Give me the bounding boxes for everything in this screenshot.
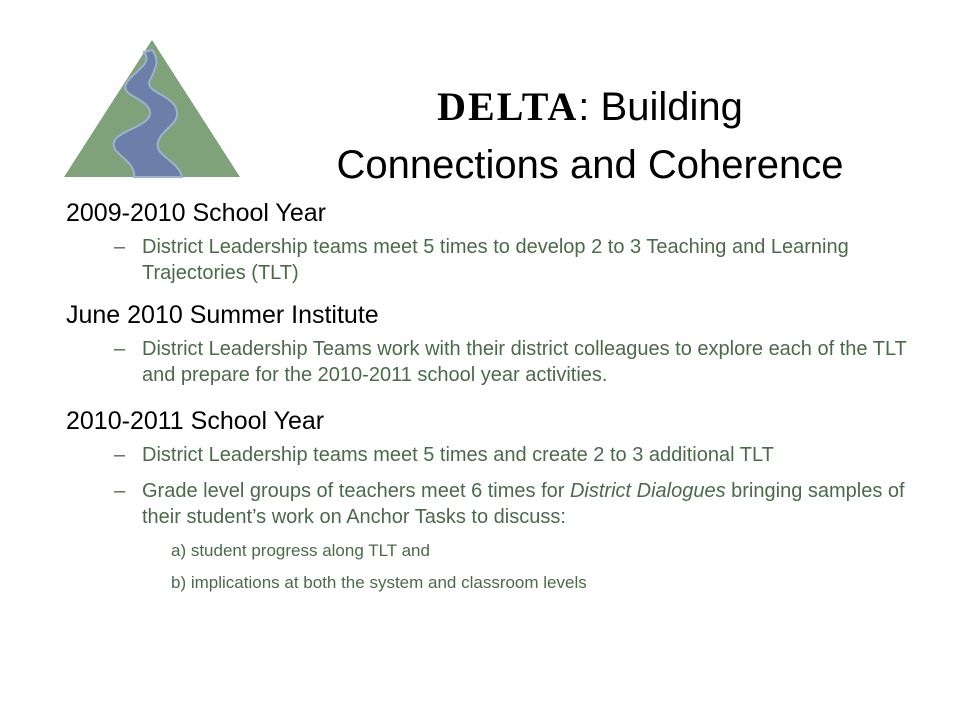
bullet-text: District Leadership teams meet 5 times to develop 2 to 3 Teaching and Learning Trajectories (TLT) bbox=[142, 236, 849, 284]
bullet-text: District Leadership teams meet 5 times and create 2 to 3 additional TLT bbox=[142, 444, 774, 466]
bullet-text-before: Grade level groups of teachers meet 6 times for bbox=[142, 480, 570, 502]
title-line-1 bbox=[240, 78, 940, 136]
bullet-text: District Leadership Teams work with their district colleagues to explore each of the TLT and prepare for the 2010-2011 school year activities. bbox=[142, 338, 907, 386]
bullet-item bbox=[66, 234, 926, 286]
dash-bullet: – bbox=[114, 338, 126, 360]
title-brand: DELTA bbox=[437, 84, 579, 129]
dash-bullet: – bbox=[114, 444, 126, 466]
section-2009-2010 bbox=[66, 196, 926, 286]
slide-content bbox=[66, 196, 926, 594]
dash-bullet: – bbox=[114, 236, 126, 258]
section-heading: June 2010 Summer Institute bbox=[66, 301, 379, 329]
bullet-item bbox=[66, 336, 926, 388]
bullet-text bbox=[142, 480, 905, 528]
title-line-2: Connections and Coherence bbox=[336, 143, 844, 187]
section-june-2010 bbox=[66, 298, 926, 388]
delta-logo bbox=[62, 38, 242, 178]
sub-bullet-item: b) implications at both the system and classroom levels bbox=[171, 573, 587, 592]
dash-bullet: – bbox=[114, 480, 126, 502]
section-2010-2011 bbox=[66, 404, 926, 594]
delta-triangle-river-icon bbox=[62, 38, 242, 178]
title-line-1-rest: : Building bbox=[578, 85, 743, 129]
bullet-text-after: bringing samples of their student’s work on Anchor Tasks to discuss: bbox=[142, 480, 905, 528]
section-heading: 2010-2011 School Year bbox=[66, 407, 325, 435]
bullet-text-emphasis: District Dialogues bbox=[569, 480, 726, 502]
sub-bullet-item: a) student progress along TLT and bbox=[171, 541, 430, 560]
section-heading: 2009-2010 School Year bbox=[66, 199, 326, 227]
slide-title bbox=[240, 78, 940, 194]
bullet-item bbox=[66, 478, 926, 530]
bullet-item bbox=[66, 442, 926, 468]
